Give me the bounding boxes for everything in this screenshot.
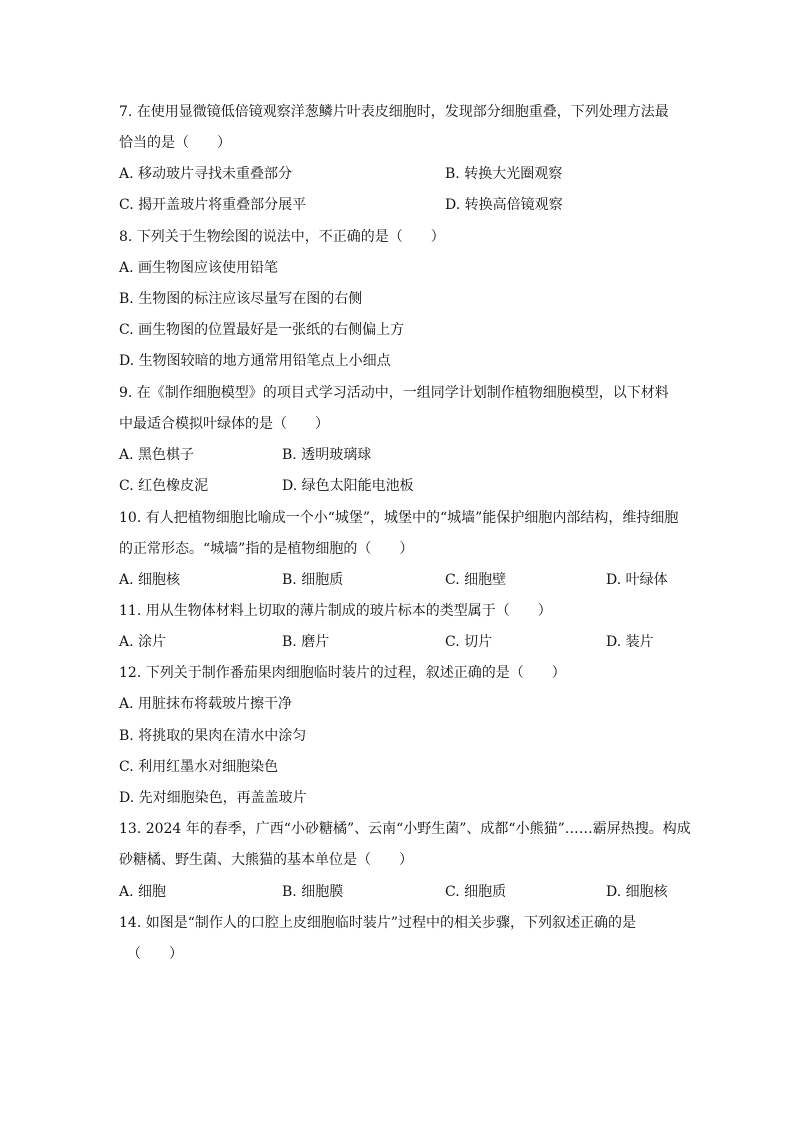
question-12-stem-line-1: 12. 下列关于制作番茄果肉细胞临时装片的过程，叙述正确的是（ ） <box>119 665 566 681</box>
question-11-option-b: B. 磨片 <box>282 634 330 650</box>
question-10-option-b: B. 细胞质 <box>282 572 344 588</box>
question-10-option-d: D. 叶绿体 <box>606 572 668 588</box>
question-8-stem-line-1: 8. 下列关于生物绘图的说法中，不正确的是（ ） <box>119 229 445 245</box>
question-7-option-d: D. 转换高倍镜观察 <box>445 197 563 213</box>
question-8-option-c: C. 画生物图的位置最好是一张纸的右侧偏上方 <box>119 322 405 338</box>
question-9-stem-line-2: 中最适合模拟叶绿体的是（ ） <box>119 416 329 432</box>
question-12-option-c: C. 利用红墨水对细胞染色 <box>119 759 279 775</box>
question-11-option-a: A. 涂片 <box>119 634 167 650</box>
question-8-option-d: D. 生物图较暗的地方通常用铅笔点上小细点 <box>119 353 391 369</box>
question-13-stem-line-1: 13. 2024 年的春季，广西“小砂糖橘”、云南“小野生菌”、成都“小熊猫”……霸屏热搜。构成 <box>119 821 691 837</box>
question-9-option-a: A. 黑色棋子 <box>119 447 195 463</box>
question-8-option-a: A. 画生物图应该使用铅笔 <box>119 260 279 276</box>
question-11-option-d: D. 装片 <box>606 634 654 650</box>
question-11-stem-line-1: 11. 用从生物体材料上切取的薄片制成的玻片标本的类型属于（ ） <box>119 603 552 619</box>
question-12-option-a: A. 用脏抹布将载玻片擦干净 <box>119 696 293 712</box>
question-9-option-d: D. 绿色太阳能电池板 <box>282 478 414 494</box>
question-10-option-a: A. 细胞核 <box>119 572 181 588</box>
question-14-stem-line-1: 14. 如图是“制作人的口腔上皮细胞临时装片”过程中的相关步骤，下列叙述正确的是 <box>119 915 637 931</box>
question-14-stem-line-2: （ ） <box>127 946 183 962</box>
question-13-option-c: C. 细胞质 <box>445 884 507 900</box>
question-13-option-d: D. 细胞核 <box>606 884 668 900</box>
question-9-stem-line-1: 9. 在《制作细胞模型》的项目式学习活动中，一组同学计划制作植物细胞模型，以下材料 <box>119 385 669 401</box>
question-7-option-b: B. 转换大光圈观察 <box>445 166 563 182</box>
question-12-option-b: B. 将挑取的果肉在清水中涂匀 <box>119 728 307 744</box>
question-7-stem-line-2: 恰当的是（ ） <box>119 135 231 151</box>
question-10-stem-line-1: 10. 有人把植物细胞比喻成一个小“城堡”，城堡中的“城墙”能保护细胞内部结构，维持细胞 <box>119 510 679 526</box>
question-10-stem-line-2: 的正常形态。“城墙”指的是植物细胞的（ ） <box>119 541 414 557</box>
question-9-option-c: C. 红色橡皮泥 <box>119 478 209 494</box>
question-13-option-a: A. 细胞 <box>119 884 167 900</box>
question-8-option-b: B. 生物图的标注应该尽量写在图的右侧 <box>119 291 363 307</box>
question-7-option-a: A. 移动玻片寻找未重叠部分 <box>119 166 293 182</box>
question-13-stem-line-2: 砂糖橘、野生菌、大熊猫的基本单位是（ ） <box>119 852 413 868</box>
question-11-option-c: C. 切片 <box>445 634 493 650</box>
question-9-option-b: B. 透明玻璃球 <box>282 447 372 463</box>
question-7-option-c: C. 揭开盖玻片将重叠部分展平 <box>119 197 307 213</box>
question-7-stem-line-1: 7. 在使用显微镜低倍镜观察洋葱鳞片叶表皮细胞时，发现部分细胞重叠，下列处理方法最 <box>119 104 669 120</box>
question-12-option-d: D. 先对细胞染色，再盖盖玻片 <box>119 790 307 806</box>
question-10-option-c: C. 细胞壁 <box>445 572 507 588</box>
question-13-option-b: B. 细胞膜 <box>282 884 344 900</box>
